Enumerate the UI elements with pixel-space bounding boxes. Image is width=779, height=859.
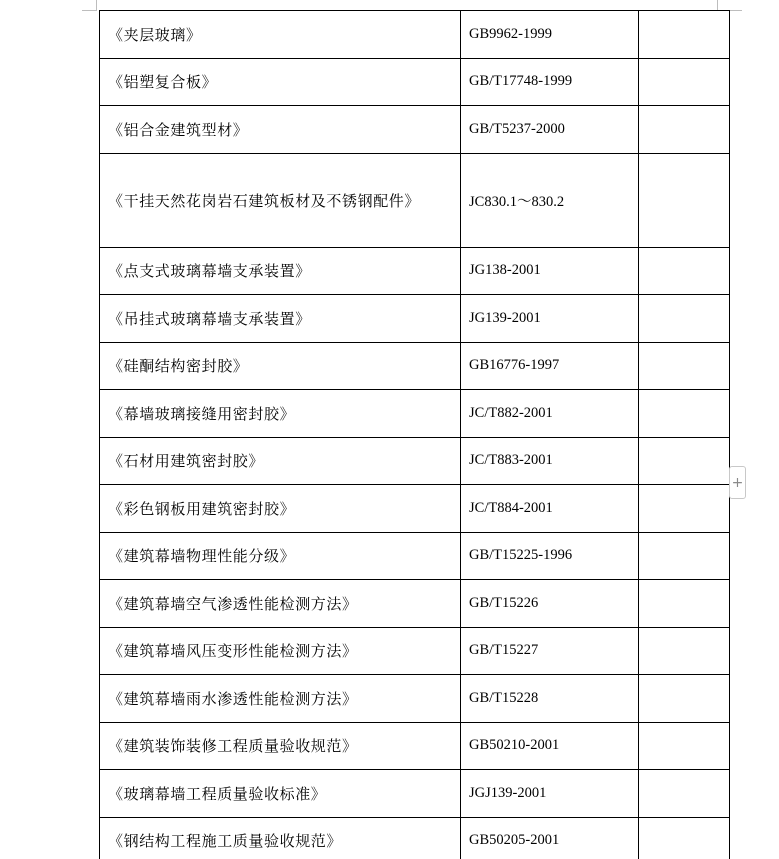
standard-name-cell[interactable]: 《建筑幕墙雨水渗透性能检测方法》 [100, 675, 461, 723]
note-cell[interactable] [639, 722, 730, 770]
standard-code-cell[interactable]: GB50205-2001 [461, 817, 639, 859]
table-row [100, 11, 730, 59]
standard-name-cell[interactable]: 《铝塑复合板》 [100, 58, 461, 106]
note-cell[interactable] [639, 106, 730, 154]
standard-code-cell[interactable]: GB9962-1999 [461, 11, 639, 59]
standard-code-cell[interactable]: GB/T15227 [461, 627, 639, 675]
standard-code-cell[interactable]: JG139-2001 [461, 295, 639, 343]
standard-name-cell[interactable]: 《建筑幕墙空气渗透性能检测方法》 [100, 580, 461, 628]
note-cell[interactable] [639, 390, 730, 438]
page-corner-mark-left [82, 0, 97, 11]
note-cell[interactable] [639, 295, 730, 343]
standard-name-cell[interactable]: 《钢结构工程施工质量验收规范》 [100, 817, 461, 859]
note-cell[interactable] [639, 675, 730, 723]
table-row [100, 153, 730, 247]
note-cell[interactable] [639, 485, 730, 533]
standard-name-cell[interactable]: 《幕墙玻璃接缝用密封胶》 [100, 390, 461, 438]
note-cell[interactable] [639, 627, 730, 675]
table-row [100, 247, 730, 295]
note-cell[interactable] [639, 58, 730, 106]
table-row [100, 580, 730, 628]
note-cell[interactable] [639, 11, 730, 59]
note-cell[interactable] [639, 532, 730, 580]
standard-name-cell[interactable]: 《吊挂式玻璃幕墙支承装置》 [100, 295, 461, 343]
note-cell[interactable] [639, 437, 730, 485]
standard-name-cell[interactable]: 《建筑装饰装修工程质量验收规范》 [100, 722, 461, 770]
standard-code-cell[interactable]: JG138-2001 [461, 247, 639, 295]
standard-name-cell[interactable]: 《点支式玻璃幕墙支承装置》 [100, 247, 461, 295]
note-cell[interactable] [639, 770, 730, 818]
standard-code-cell[interactable]: GB/T15226 [461, 580, 639, 628]
table-row [100, 342, 730, 390]
standard-name-cell[interactable]: 《石材用建筑密封胶》 [100, 437, 461, 485]
standard-code-cell[interactable]: GB/T5237-2000 [461, 106, 639, 154]
standard-code-cell[interactable]: GB16776-1997 [461, 342, 639, 390]
table-row [100, 817, 730, 859]
standard-code-cell[interactable]: GB/T15228 [461, 675, 639, 723]
table-row [100, 485, 730, 533]
note-cell[interactable] [639, 817, 730, 859]
note-cell[interactable] [639, 342, 730, 390]
table-expand-plus-icon[interactable]: + [729, 466, 746, 499]
standard-name-cell[interactable]: 《彩色钢板用建筑密封胶》 [100, 485, 461, 533]
standard-code-cell[interactable]: GB50210-2001 [461, 722, 639, 770]
table-row [100, 437, 730, 485]
standard-name-cell[interactable]: 《建筑幕墙风压变形性能检测方法》 [100, 627, 461, 675]
table-row [100, 58, 730, 106]
table-row [100, 106, 730, 154]
standard-name-cell[interactable]: 《建筑幕墙物理性能分级》 [100, 532, 461, 580]
table-row [100, 770, 730, 818]
table-row [100, 722, 730, 770]
standard-name-cell[interactable]: 《玻璃幕墙工程质量验收标准》 [100, 770, 461, 818]
note-cell[interactable] [639, 580, 730, 628]
standard-name-cell[interactable]: 《铝合金建筑型材》 [100, 106, 461, 154]
standard-name-cell[interactable]: 《硅酮结构密封胶》 [100, 342, 461, 390]
table-row [100, 627, 730, 675]
standard-name-cell[interactable]: 《干挂天然花岗岩石建筑板材及不锈钢配件》 [100, 153, 461, 247]
table-row [100, 532, 730, 580]
standard-code-cell[interactable]: JC/T884-2001 [461, 485, 639, 533]
note-cell[interactable] [639, 247, 730, 295]
standards-table [99, 10, 730, 859]
table-row [100, 675, 730, 723]
table-row [100, 390, 730, 438]
standard-name-cell[interactable]: 《夹层玻璃》 [100, 11, 461, 59]
standard-code-cell[interactable]: JGJ139-2001 [461, 770, 639, 818]
standard-code-cell[interactable]: JC/T883-2001 [461, 437, 639, 485]
note-cell[interactable] [639, 153, 730, 247]
standard-code-cell[interactable]: GB/T17748-1999 [461, 58, 639, 106]
standard-code-cell[interactable]: JC/T882-2001 [461, 390, 639, 438]
table-row [100, 295, 730, 343]
standard-code-cell[interactable]: JC830.1～830.2 [461, 153, 639, 247]
standard-code-cell[interactable]: GB/T15225-1996 [461, 532, 639, 580]
